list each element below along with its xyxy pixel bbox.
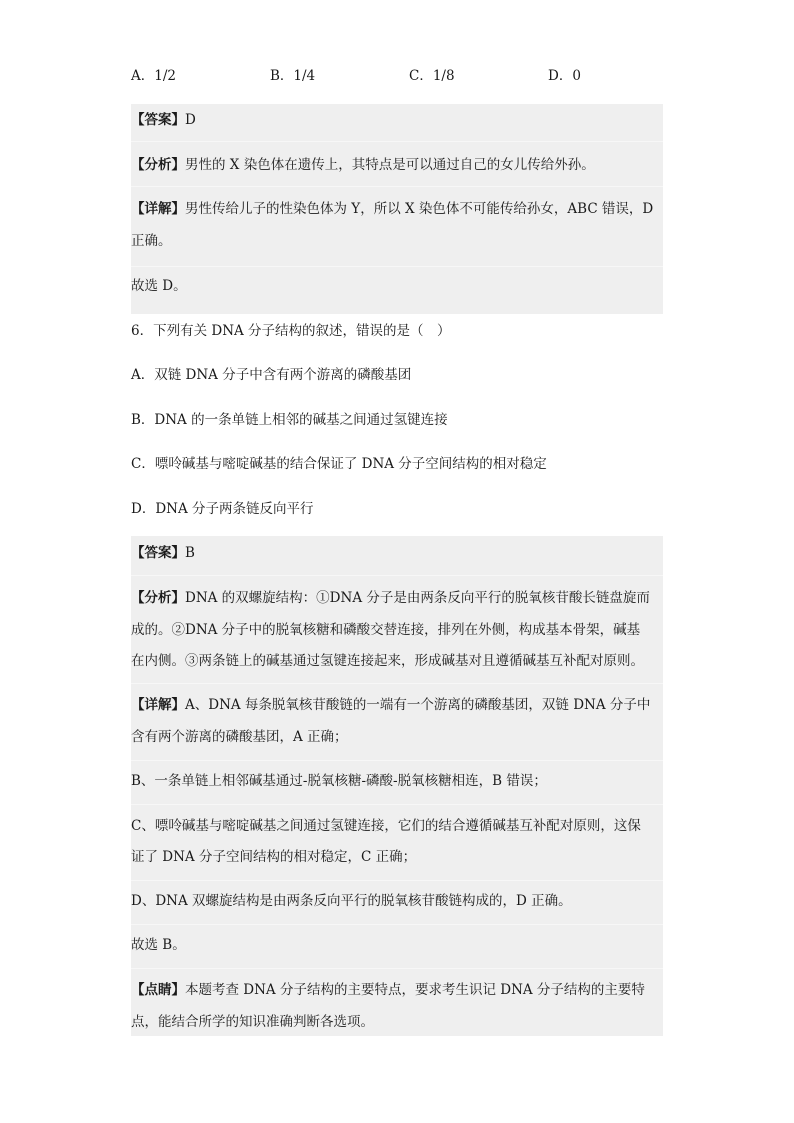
q6-detail-c-line1: C、嘌呤碱基与嘧啶碱基之间通过氢键连接，它们的结合遵循碱基互补配对原则，这保 [131, 818, 641, 834]
comment-label: 【点睛】 [131, 982, 185, 998]
q6-detail-a-line1 [131, 695, 663, 715]
q5-options-row [131, 66, 663, 86]
q6-option-b: B．DNA 的一条单链上相邻的碱基之间通过氢键连接 [131, 412, 448, 428]
q6-analysis-line2: 成的。②DNA 分子中的脱氧核糖和磷酸交替连接，排列在外侧，构成基本骨架，碱基 [131, 622, 641, 638]
q6-detail-c-line2: 证了 DNA 分子空间结构的相对稳定，C 正确； [131, 849, 417, 865]
q6-stem: 6．下列有关 DNA 分子结构的叙述，错误的是（ ） [131, 323, 451, 339]
q6-analysis-line1 [131, 588, 663, 608]
analysis-text: DNA 的双螺旋结构：①DNA 分子是由两条反向平行的脱氧核苷酸长链盘旋而 [185, 590, 650, 606]
q5-option-c: C．1/8 [409, 68, 455, 84]
answer-value: D [185, 112, 196, 128]
q6-detail-b: B、一条单链上相邻碱基通过-脱氧核糖-磷酸-脱氧核糖相连，B 错误； [131, 773, 547, 789]
q6-detail-a-line2: 含有两个游离的磷酸基团，A 正确； [131, 729, 348, 745]
answer-label: 【答案】 [131, 112, 185, 128]
q6-option-c: C．嘌呤碱基与嘧啶碱基的结合保证了 DNA 分子空间结构的相对稳定 [131, 456, 547, 472]
answer-value: B [185, 545, 195, 561]
q5-option-a: A．1/2 [131, 68, 176, 84]
q5-detail [131, 199, 663, 219]
q5-answer [131, 110, 663, 130]
q5-option-d: D．0 [548, 68, 581, 84]
detail-label: 【详解】 [131, 201, 185, 217]
analysis-label: 【分析】 [131, 157, 185, 173]
q6-analysis-line3: 在内侧。③两条链上的碱基通过氢键连接起来，形成碱基对且遵循碱基互补配对原则。 [131, 653, 644, 669]
q6-conclusion: 故选 B。 [131, 937, 186, 953]
detail-text: A、DNA 每条脱氧核苷酸链的一端有一个游离的磷酸基团，双链 DNA 分子中 [185, 697, 651, 713]
detail-label: 【详解】 [131, 697, 185, 713]
comment-text: 本题考查 DNA 分子结构的主要特点，要求考生识记 DNA 分子结构的主要特 [185, 982, 645, 998]
analysis-label: 【分析】 [131, 590, 185, 606]
answer-label: 【答案】 [131, 545, 185, 561]
analysis-text: 男性的 X 染色体在遗传上，其特点是可以通过自己的女儿传给外孙。 [185, 157, 595, 173]
q5-option-b: B．1/4 [270, 68, 316, 84]
q6-option-d: D．DNA 分子两条链反向平行 [131, 501, 314, 517]
q6-option-a: A．双链 DNA 分子中含有两个游离的磷酸基团 [131, 367, 412, 383]
q5-detail-line2: 正确。 [131, 233, 172, 249]
q6-comment-line2: 点，能结合所学的知识准确判断各选项。 [131, 1014, 374, 1030]
q6-comment-line1 [131, 980, 663, 1000]
detail-line: 男性传给儿子的性染色体为 Y，所以 X 染色体不可能传给孙女，ABC 错误，D [185, 201, 654, 217]
q6-answer [131, 543, 663, 563]
q5-analysis [131, 155, 663, 175]
q6-detail-d: D、DNA 双螺旋结构是由两条反向平行的脱氧核苷酸链构成的，D 正确。 [131, 893, 572, 909]
q5-conclusion: 故选 D。 [131, 278, 187, 294]
